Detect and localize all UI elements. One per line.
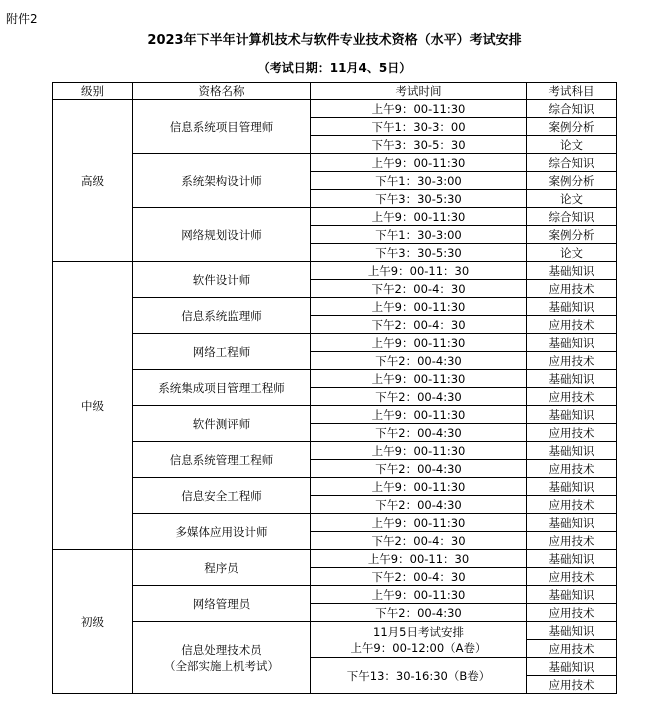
exam-time-cell: 下午2：00-4:30 xyxy=(311,352,527,370)
header-exam-time: 考试时间 xyxy=(311,83,527,100)
exam-time-cell: 上午9：00-11:30 xyxy=(311,442,527,460)
qualification-name-cell: 系统集成项目管理工程师 xyxy=(133,370,311,406)
exam-time-cell: 上午9：00-11:30 xyxy=(311,370,527,388)
table-row xyxy=(53,586,617,604)
exam-time-cell: 下午2：00-4：30 xyxy=(311,532,527,550)
exam-subject-cell: 基础知识 xyxy=(527,478,617,496)
exam-time-cell: 下午2：00-4:30 xyxy=(311,496,527,514)
exam-subject-cell: 应用技术 xyxy=(527,496,617,514)
table-row xyxy=(53,100,617,118)
exam-subject-cell: 应用技术 xyxy=(527,640,617,658)
qualification-name-cell: 网络规划设计师 xyxy=(133,208,311,262)
exam-subject-cell: 基础知识 xyxy=(527,622,617,640)
table-row xyxy=(53,550,617,568)
table-row xyxy=(53,442,617,460)
exam-subject-cell: 应用技术 xyxy=(527,388,617,406)
exam-time-cell: 下午2：00-4:30 xyxy=(311,604,527,622)
exam-schedule-table xyxy=(52,82,617,694)
exam-time-cell: 上午9：00-11:30 xyxy=(311,478,527,496)
exam-time-cell: 下午2：00-4：30 xyxy=(311,316,527,334)
exam-time-cell: 上午9：00-11：30 xyxy=(311,550,527,568)
level-cell: 高级 xyxy=(53,100,133,262)
level-cell: 中级 xyxy=(53,262,133,550)
exam-subject-cell: 基础知识 xyxy=(527,406,617,424)
table-row xyxy=(53,406,617,424)
exam-subject-cell: 基础知识 xyxy=(527,514,617,532)
exam-time-cell: 上午9：00-11:30 xyxy=(311,298,527,316)
exam-subject-cell: 应用技术 xyxy=(527,460,617,478)
exam-time-cell: 上午9：00-11:30 xyxy=(311,586,527,604)
qualification-name-cell: 软件测评师 xyxy=(133,406,311,442)
qualification-name-cell: 信息处理技术员 （全部实施上机考试） xyxy=(133,622,311,694)
qualification-name-cell: 信息安全工程师 xyxy=(133,478,311,514)
table-row xyxy=(53,208,617,226)
exam-subject-cell: 应用技术 xyxy=(527,568,617,586)
exam-time-cell: 上午9：00-11:30 xyxy=(311,334,527,352)
exam-time-cell: 下午2：00-4:30 xyxy=(311,460,527,478)
table-row xyxy=(53,334,617,352)
exam-subject-cell: 案例分析 xyxy=(527,172,617,190)
exam-time-cell: 上午9：00-11:30 xyxy=(311,154,527,172)
exam-time-cell: 下午1：30-3：00 xyxy=(311,118,527,136)
exam-time-cell: 上午9：00-11：30 xyxy=(311,262,527,280)
exam-time-cell: 上午9：00-11:30 xyxy=(311,208,527,226)
exam-subject-cell: 论文 xyxy=(527,136,617,154)
exam-time-cell: 下午2：00-4：30 xyxy=(311,280,527,298)
exam-subject-cell: 应用技术 xyxy=(527,532,617,550)
exam-subject-cell: 应用技术 xyxy=(527,424,617,442)
exam-subject-cell: 综合知识 xyxy=(527,208,617,226)
exam-subject-cell: 论文 xyxy=(527,190,617,208)
exam-time-cell: 下午13：30-16:30（B卷） xyxy=(311,658,527,694)
exam-subject-cell: 基础知识 xyxy=(527,298,617,316)
qualification-name-cell: 信息系统项目管理师 xyxy=(133,100,311,154)
exam-subject-cell: 基础知识 xyxy=(527,658,617,676)
exam-subject-cell: 基础知识 xyxy=(527,334,617,352)
header-level: 级别 xyxy=(53,83,133,100)
table-row xyxy=(53,370,617,388)
exam-subject-cell: 应用技术 xyxy=(527,352,617,370)
exam-time-cell: 下午3：30-5：30 xyxy=(311,136,527,154)
table-row xyxy=(53,622,617,640)
qualification-name-cell: 程序员 xyxy=(133,550,311,586)
table-header-row xyxy=(53,83,617,100)
header-qualification: 资格名称 xyxy=(133,83,311,100)
exam-subject-cell: 基础知识 xyxy=(527,370,617,388)
table-row xyxy=(53,298,617,316)
exam-time-cell: 下午2：00-4:30 xyxy=(311,388,527,406)
table-row xyxy=(53,478,617,496)
exam-subject-cell: 应用技术 xyxy=(527,316,617,334)
exam-time-cell: 下午3：30-5:30 xyxy=(311,190,527,208)
exam-subject-cell: 案例分析 xyxy=(527,226,617,244)
table-body xyxy=(53,100,617,694)
page-subtitle: （考试日期：11月4、5日） xyxy=(257,61,412,75)
qualification-name-cell: 信息系统管理工程师 xyxy=(133,442,311,478)
page-title: 2023年下半年计算机技术与软件专业技术资格（水平）考试安排 xyxy=(147,33,522,48)
exam-time-cell: 下午1：30-3:00 xyxy=(311,226,527,244)
exam-time-cell: 下午3：30-5:30 xyxy=(311,244,527,262)
header-exam-subject: 考试科目 xyxy=(527,83,617,100)
qualification-name-cell: 网络管理员 xyxy=(133,586,311,622)
qualification-name-cell: 网络工程师 xyxy=(133,334,311,370)
exam-subject-cell: 基础知识 xyxy=(527,586,617,604)
exam-time-cell: 11月5日考试安排 上午9：00-12:00（A卷） xyxy=(311,622,527,658)
exam-time-cell: 下午2：00-4:30 xyxy=(311,424,527,442)
level-cell: 初级 xyxy=(53,550,133,694)
exam-subject-cell: 综合知识 xyxy=(527,100,617,118)
exam-subject-cell: 论文 xyxy=(527,244,617,262)
exam-time-cell: 下午2：00-4：30 xyxy=(311,568,527,586)
table-row xyxy=(53,514,617,532)
qualification-name-cell: 信息系统监理师 xyxy=(133,298,311,334)
exam-time-cell: 下午1：30-3:00 xyxy=(311,172,527,190)
qualification-name-cell: 多媒体应用设计师 xyxy=(133,514,311,550)
exam-subject-cell: 综合知识 xyxy=(527,154,617,172)
exam-subject-cell: 基础知识 xyxy=(527,550,617,568)
exam-time-cell: 上午9：00-11:30 xyxy=(311,514,527,532)
exam-subject-cell: 案例分析 xyxy=(527,118,617,136)
qualification-name-cell: 软件设计师 xyxy=(133,262,311,298)
exam-time-cell: 上午9：00-11:30 xyxy=(311,406,527,424)
exam-subject-cell: 应用技术 xyxy=(527,280,617,298)
table-row xyxy=(53,262,617,280)
exam-time-cell: 上午9：00-11:30 xyxy=(311,100,527,118)
exam-subject-cell: 基础知识 xyxy=(527,442,617,460)
exam-subject-cell: 应用技术 xyxy=(527,604,617,622)
exam-subject-cell: 应用技术 xyxy=(527,676,617,694)
qualification-name-cell: 系统架构设计师 xyxy=(133,154,311,208)
exam-subject-cell: 基础知识 xyxy=(527,262,617,280)
table-row xyxy=(53,154,617,172)
attachment-label: 附件2 xyxy=(6,12,38,26)
